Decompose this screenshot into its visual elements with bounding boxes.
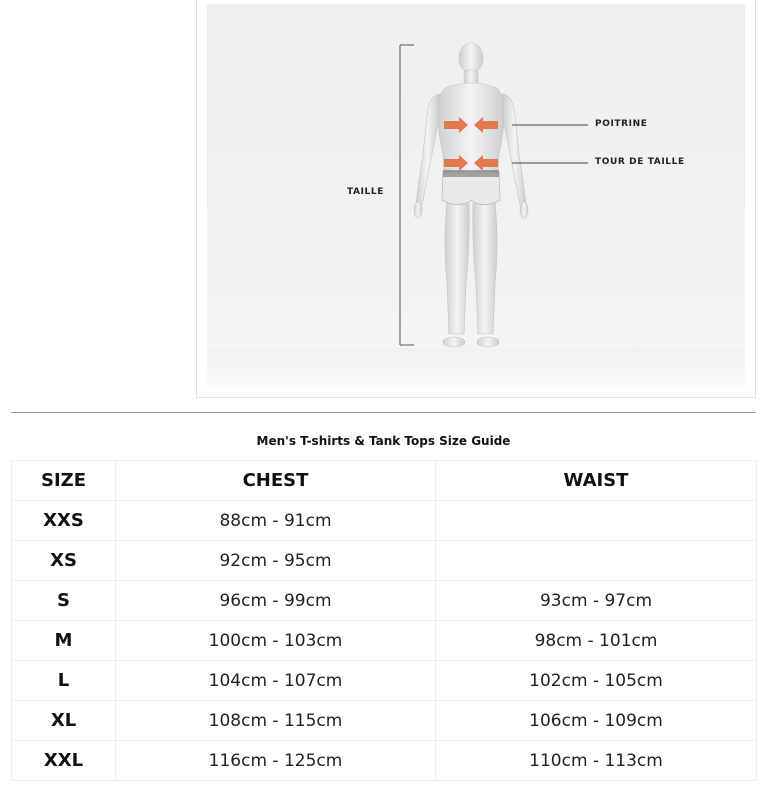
- chest-cell: 104cm - 107cm: [116, 661, 436, 701]
- table-row: [12, 741, 757, 781]
- waist-label: TOUR DE TAILLE: [595, 157, 685, 167]
- table-row: [12, 581, 757, 621]
- table-row: [12, 621, 757, 661]
- chest-cell: 116cm - 125cm: [116, 741, 436, 781]
- size-cell: XXS: [12, 501, 116, 541]
- height-label: TAILLE: [347, 187, 384, 197]
- section-divider: [11, 412, 756, 413]
- size-guide-table: [11, 460, 757, 781]
- waist-cell: 110cm - 113cm: [436, 741, 757, 781]
- size-figure-frame: [196, 0, 756, 398]
- header-size: SIZE: [12, 461, 116, 501]
- body-measurement-figure: [207, 4, 745, 388]
- header-chest: CHEST: [116, 461, 436, 501]
- table-row: [12, 541, 757, 581]
- waist-cell: 98cm - 101cm: [436, 621, 757, 661]
- table-row: [12, 501, 757, 541]
- waist-cell: 93cm - 97cm: [436, 581, 757, 621]
- table-header-row: [12, 461, 757, 501]
- waistband: [443, 170, 499, 177]
- size-cell: S: [12, 581, 116, 621]
- chest-cell: 96cm - 99cm: [116, 581, 436, 621]
- size-cell: XXL: [12, 741, 116, 781]
- chest-cell: 88cm - 91cm: [116, 501, 436, 541]
- waist-cell: 106cm - 109cm: [436, 701, 757, 741]
- table-row: [12, 661, 757, 701]
- waist-cell: 102cm - 105cm: [436, 661, 757, 701]
- chest-cell: 92cm - 95cm: [116, 541, 436, 581]
- chest-cell: 100cm - 103cm: [116, 621, 436, 661]
- mannequin-illustration: [207, 4, 745, 388]
- size-guide-title: Men's T-shirts & Tank Tops Size Guide: [256, 434, 511, 448]
- table-row: [12, 701, 757, 741]
- height-measure-line: [400, 45, 414, 345]
- chest-cell: 108cm - 115cm: [116, 701, 436, 741]
- size-cell: XL: [12, 701, 116, 741]
- chest-label: POITRINE: [595, 119, 648, 129]
- size-cell: L: [12, 661, 116, 701]
- waist-cell: [436, 541, 757, 581]
- size-cell: XS: [12, 541, 116, 581]
- header-waist: WAIST: [436, 461, 757, 501]
- size-cell: M: [12, 621, 116, 661]
- waist-cell: [436, 501, 757, 541]
